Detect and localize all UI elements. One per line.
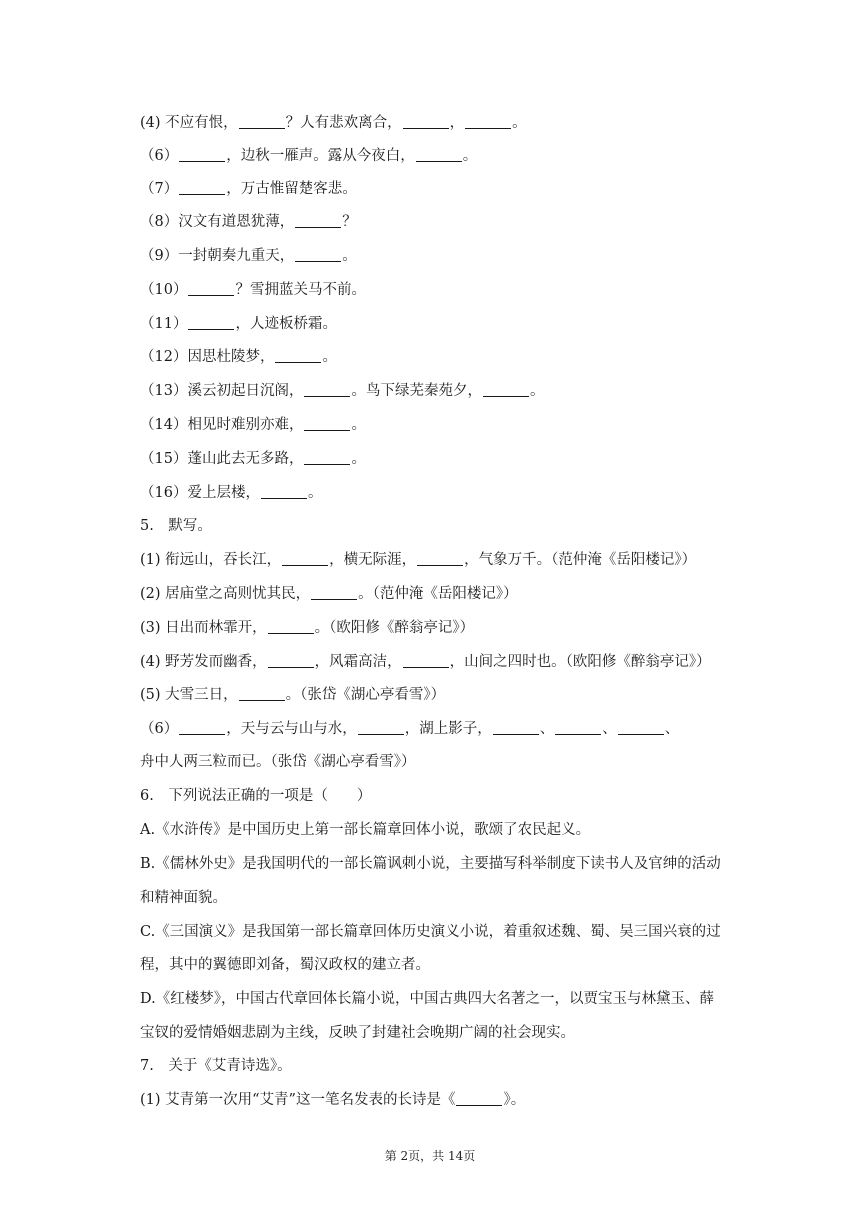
line-text: 5. 默写。 xyxy=(140,518,212,534)
line-text: （6） xyxy=(140,148,179,164)
line-text: 和精神面貌。 xyxy=(140,890,227,906)
line-text: 、 xyxy=(664,721,680,737)
text-line xyxy=(140,381,544,401)
fill-in-blank[interactable] xyxy=(295,213,341,228)
text-line xyxy=(140,347,337,367)
text-line xyxy=(140,786,371,806)
line-text: B.《儒林外史》是我国明代的一部长篇讽刺小说，主要描写科举制度下读书人及官绅的活动 xyxy=(140,856,721,872)
line-text: 。 xyxy=(307,485,323,501)
line-text: ？ xyxy=(342,214,357,230)
line-text: ？人有悲欢离合， xyxy=(285,115,402,131)
text-line xyxy=(140,314,337,334)
line-text: (1) 艾青第一次用“艾青”这一笔名发表的长诗是《 xyxy=(140,1092,456,1108)
line-text: ，气象万千。（范仲淹《岳阳楼记》） xyxy=(464,552,697,568)
fill-in-blank[interactable] xyxy=(275,348,321,363)
text-line xyxy=(140,179,357,199)
line-text: ，横无际涯， xyxy=(329,552,417,568)
line-text: （13）溪云初起日沉阁， xyxy=(140,383,304,399)
text-line xyxy=(140,516,212,536)
line-text: (4) 不应有恨， xyxy=(140,115,238,131)
text-line xyxy=(140,989,714,1009)
fill-in-blank[interactable] xyxy=(282,551,328,566)
text-line xyxy=(140,280,366,300)
line-text: 。 xyxy=(342,248,357,264)
line-text: ，万古惟留楚客悲。 xyxy=(226,181,357,197)
text-line xyxy=(140,1023,575,1043)
fill-in-blank[interactable] xyxy=(179,147,225,162)
fill-in-blank[interactable] xyxy=(188,315,234,330)
line-text: ，风霜高洁， xyxy=(314,654,402,670)
line-text: 。 xyxy=(462,148,478,164)
line-text: (3) 日出而林霏开， xyxy=(140,620,267,636)
fill-in-blank[interactable] xyxy=(493,720,539,735)
line-text: ，湖上影子， xyxy=(404,721,492,737)
text-line xyxy=(140,550,696,570)
line-text: （6） xyxy=(140,721,179,737)
fill-in-blank[interactable] xyxy=(483,382,529,397)
line-text: ， xyxy=(449,115,465,131)
line-text: （12）因思杜陵梦， xyxy=(140,349,275,365)
fill-in-blank[interactable] xyxy=(268,619,314,634)
text-line xyxy=(140,1090,525,1110)
line-text: （15）蓬山此去无多路， xyxy=(140,451,304,467)
text-line xyxy=(140,922,721,942)
text-line xyxy=(140,888,227,908)
line-text: 7. 关于《艾青诗选》。 xyxy=(140,1058,292,1074)
text-line xyxy=(140,146,477,166)
text-line xyxy=(140,113,527,133)
line-text: （7） xyxy=(140,181,179,197)
text-line xyxy=(140,618,474,638)
text-line xyxy=(140,719,679,739)
line-text: 》。 xyxy=(503,1092,526,1108)
line-text: （14）相见时难别亦难， xyxy=(140,417,304,433)
fill-in-blank[interactable] xyxy=(304,416,350,431)
line-text: (2) 居庙堂之高则忧其民， xyxy=(140,586,311,602)
line-text: 舟中人两三粒而已。（张岱《湖心亭看雪》） xyxy=(140,754,416,770)
line-text: ，天与云与山与水， xyxy=(226,721,357,737)
page-footer: 第 2页，共 14页 xyxy=(384,1149,476,1163)
text-line xyxy=(140,685,445,705)
line-text: 。 xyxy=(512,115,527,131)
fill-in-blank[interactable] xyxy=(268,653,314,668)
line-text: 。 xyxy=(351,451,366,467)
line-text: 。 xyxy=(322,349,337,365)
fill-in-blank[interactable] xyxy=(417,551,463,566)
fill-in-blank[interactable] xyxy=(311,585,357,600)
fill-in-blank[interactable] xyxy=(618,720,664,735)
line-text: ？雪拥蓝关马不前。 xyxy=(235,282,366,298)
fill-in-blank[interactable] xyxy=(261,484,307,499)
fill-in-blank[interactable] xyxy=(416,147,462,162)
fill-in-blank[interactable] xyxy=(304,450,350,465)
text-line xyxy=(140,752,416,772)
text-line xyxy=(140,854,721,874)
line-text: （10） xyxy=(140,282,188,298)
line-text: 。 xyxy=(529,383,545,399)
fill-in-blank[interactable] xyxy=(179,720,225,735)
line-text: （9）一封朝奏九重天， xyxy=(140,248,295,264)
line-text: (4) 野芳发而幽香， xyxy=(140,654,267,670)
text-line xyxy=(140,483,322,503)
line-text: ，山间之四时也。（欧阳修《醉翁亭记》） xyxy=(449,654,711,670)
line-text: 。 xyxy=(351,417,366,433)
line-text: 、 xyxy=(602,721,617,737)
line-text: ，边秋一雁声。露从今夜白， xyxy=(226,148,415,164)
fill-in-blank[interactable] xyxy=(239,686,285,701)
text-line xyxy=(140,246,357,266)
text-line xyxy=(140,652,711,672)
line-text: 程，其中的翼德即刘备，蜀汉政权的建立者。 xyxy=(140,957,430,973)
fill-in-blank[interactable] xyxy=(239,114,285,129)
text-line xyxy=(140,955,430,975)
line-text: A.《水浒传》是中国历史上第一部长篇章回体小说，歌颂了农民起义。 xyxy=(140,822,591,838)
line-text: 、 xyxy=(539,721,555,737)
text-line xyxy=(140,584,518,604)
line-text: 。（范仲淹《岳阳楼记》） xyxy=(358,586,518,602)
fill-in-blank[interactable] xyxy=(403,653,449,668)
fill-in-blank[interactable] xyxy=(295,247,341,262)
line-text: 6. 下列说法正确的一项是（ ） xyxy=(140,788,372,804)
fill-in-blank[interactable] xyxy=(179,180,225,195)
text-line xyxy=(140,449,366,469)
text-line xyxy=(140,820,590,840)
line-text: 。鸟下绿芜秦苑夕， xyxy=(351,383,482,399)
text-line xyxy=(140,415,366,435)
fill-in-blank[interactable] xyxy=(465,114,511,129)
line-text: D.《红楼梦》，中国古代章回体长篇小说，中国古典四大名著之一，以贾宝玉与林黛玉、薛 xyxy=(140,991,714,1007)
line-text: （16）爱上层楼， xyxy=(140,485,260,501)
line-text: （11） xyxy=(140,316,188,332)
line-text: (1) 衔远山，吞长江， xyxy=(140,552,282,568)
line-text: 。（欧阳修《醉翁亭记》） xyxy=(314,620,475,636)
text-line xyxy=(140,212,357,232)
fill-in-blank[interactable] xyxy=(188,281,234,296)
line-text: (5) 大雪三日， xyxy=(140,687,238,703)
line-text: C.《三国演义》是我国第一部长篇章回体历史演义小说，着重叙述魏、蜀、吴三国兴衰的过 xyxy=(140,924,721,940)
text-line xyxy=(140,1056,292,1076)
fill-in-blank[interactable] xyxy=(403,114,449,129)
line-text: （8）汉文有道恩犹薄， xyxy=(140,214,295,230)
fill-in-blank[interactable] xyxy=(304,382,350,397)
fill-in-blank[interactable] xyxy=(555,720,601,735)
fill-in-blank[interactable] xyxy=(358,720,404,735)
line-text: 。（张岱《湖心亭看雪》） xyxy=(285,687,446,703)
fill-in-blank[interactable] xyxy=(456,1091,502,1106)
line-text: 宝钗的爱情婚姻悲剧为主线，反映了封建社会晚期广阔的社会现实。 xyxy=(140,1025,575,1041)
line-text: ，人迹板桥霜。 xyxy=(235,316,337,332)
